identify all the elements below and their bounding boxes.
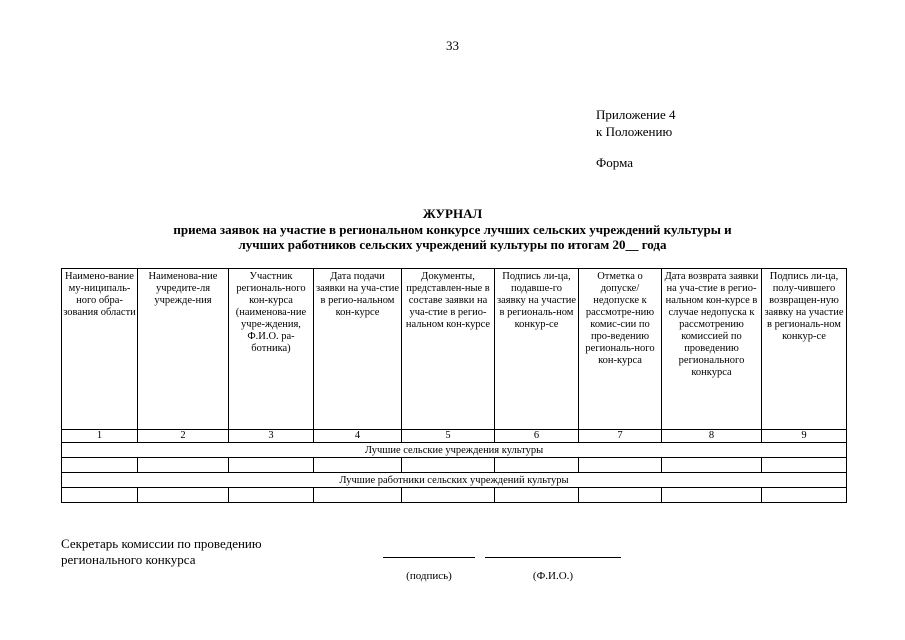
form-label: Форма xyxy=(596,155,633,170)
signature-line[interactable] xyxy=(383,557,475,558)
header-cell: Дата возврата заявки на уча-стие в регио-нальном кон-курсе в случае недопуска к рассмотрению комиссией по проведению регионального конкурса xyxy=(662,269,762,430)
column-number-row xyxy=(62,430,847,443)
secretary-line-2: регионального конкурса xyxy=(61,552,196,567)
empty-row xyxy=(62,458,847,473)
empty-cell[interactable] xyxy=(229,458,314,473)
header-row xyxy=(62,269,847,430)
appendix-line-1: Приложение 4 xyxy=(596,107,676,122)
empty-cell[interactable] xyxy=(495,488,579,503)
header-cell: Наименова-ние учредите-ля учрежде-ния xyxy=(138,269,229,430)
empty-cell[interactable] xyxy=(62,458,138,473)
column-number: 5 xyxy=(402,430,495,443)
name-line[interactable] xyxy=(485,557,621,558)
empty-cell[interactable] xyxy=(402,458,495,473)
empty-cell[interactable] xyxy=(314,488,402,503)
secretary-line-1: Секретарь комиссии по проведению xyxy=(61,536,262,551)
empty-cell[interactable] xyxy=(579,458,662,473)
empty-row xyxy=(62,488,847,503)
column-number: 1 xyxy=(62,430,138,443)
header-cell: Подпись ли-ца, полу-чившего возвращен-ную заявку на участие в региональ-ном конкур-се xyxy=(762,269,847,430)
empty-cell[interactable] xyxy=(495,458,579,473)
subtitle-line-1: приема заявок на участие в региональном конкурсе лучших сельских учреждений культуры и xyxy=(173,222,732,237)
section-heading-workers: Лучшие работники сельских учреждений культуры xyxy=(62,473,847,488)
section-row xyxy=(62,443,847,458)
empty-cell[interactable] xyxy=(314,458,402,473)
section-heading-institutions: Лучшие сельские учреждения культуры xyxy=(62,443,847,458)
column-number: 9 xyxy=(762,430,847,443)
header-cell: Отметка о допуске/ недопуске к рассмотре-нию комис-сии по про-ведению региональ-ного кон-курса xyxy=(579,269,662,430)
header-cell: Подпись ли-ца, подавше-го заявку на участие в региональ-ном конкур-се xyxy=(495,269,579,430)
appendix-reference xyxy=(596,106,676,140)
appendix-line-2: к Положению xyxy=(596,124,673,139)
empty-cell[interactable] xyxy=(662,488,762,503)
header-cell: Участник региональ-ного кон-курса (наименова-ние учре-ждения, Ф.И.О. ра-ботника) xyxy=(229,269,314,430)
column-number: 8 xyxy=(662,430,762,443)
empty-cell[interactable] xyxy=(662,458,762,473)
empty-cell[interactable] xyxy=(762,488,847,503)
signature-caption: (подпись) xyxy=(406,570,452,582)
column-number: 2 xyxy=(138,430,229,443)
secretary-label xyxy=(61,536,262,568)
empty-cell[interactable] xyxy=(402,488,495,503)
empty-cell[interactable] xyxy=(229,488,314,503)
subtitle-line-2: лучших работников сельских учреждений культуры по итогам 20__ года xyxy=(238,237,667,252)
page-number: 33 xyxy=(446,38,459,53)
empty-cell[interactable] xyxy=(62,488,138,503)
document-title: ЖУРНАЛ xyxy=(422,206,483,221)
journal-table xyxy=(61,268,847,503)
empty-cell[interactable] xyxy=(138,488,229,503)
header-cell: Документы, представлен-ные в составе заявки на уча-стие в регио-нальном кон-курсе xyxy=(402,269,495,430)
name-caption: (Ф.И.О.) xyxy=(532,570,574,582)
empty-cell[interactable] xyxy=(762,458,847,473)
column-number: 7 xyxy=(579,430,662,443)
section-row xyxy=(62,473,847,488)
column-number: 4 xyxy=(314,430,402,443)
header-cell: Дата подачи заявки на уча-стие в регио-нальном кон-курсе xyxy=(314,269,402,430)
column-number: 6 xyxy=(495,430,579,443)
column-number: 3 xyxy=(229,430,314,443)
header-cell: Наимено-вание му-ниципаль-ного обра-зования области xyxy=(62,269,138,430)
empty-cell[interactable] xyxy=(138,458,229,473)
empty-cell[interactable] xyxy=(579,488,662,503)
document-subtitle xyxy=(40,222,865,252)
